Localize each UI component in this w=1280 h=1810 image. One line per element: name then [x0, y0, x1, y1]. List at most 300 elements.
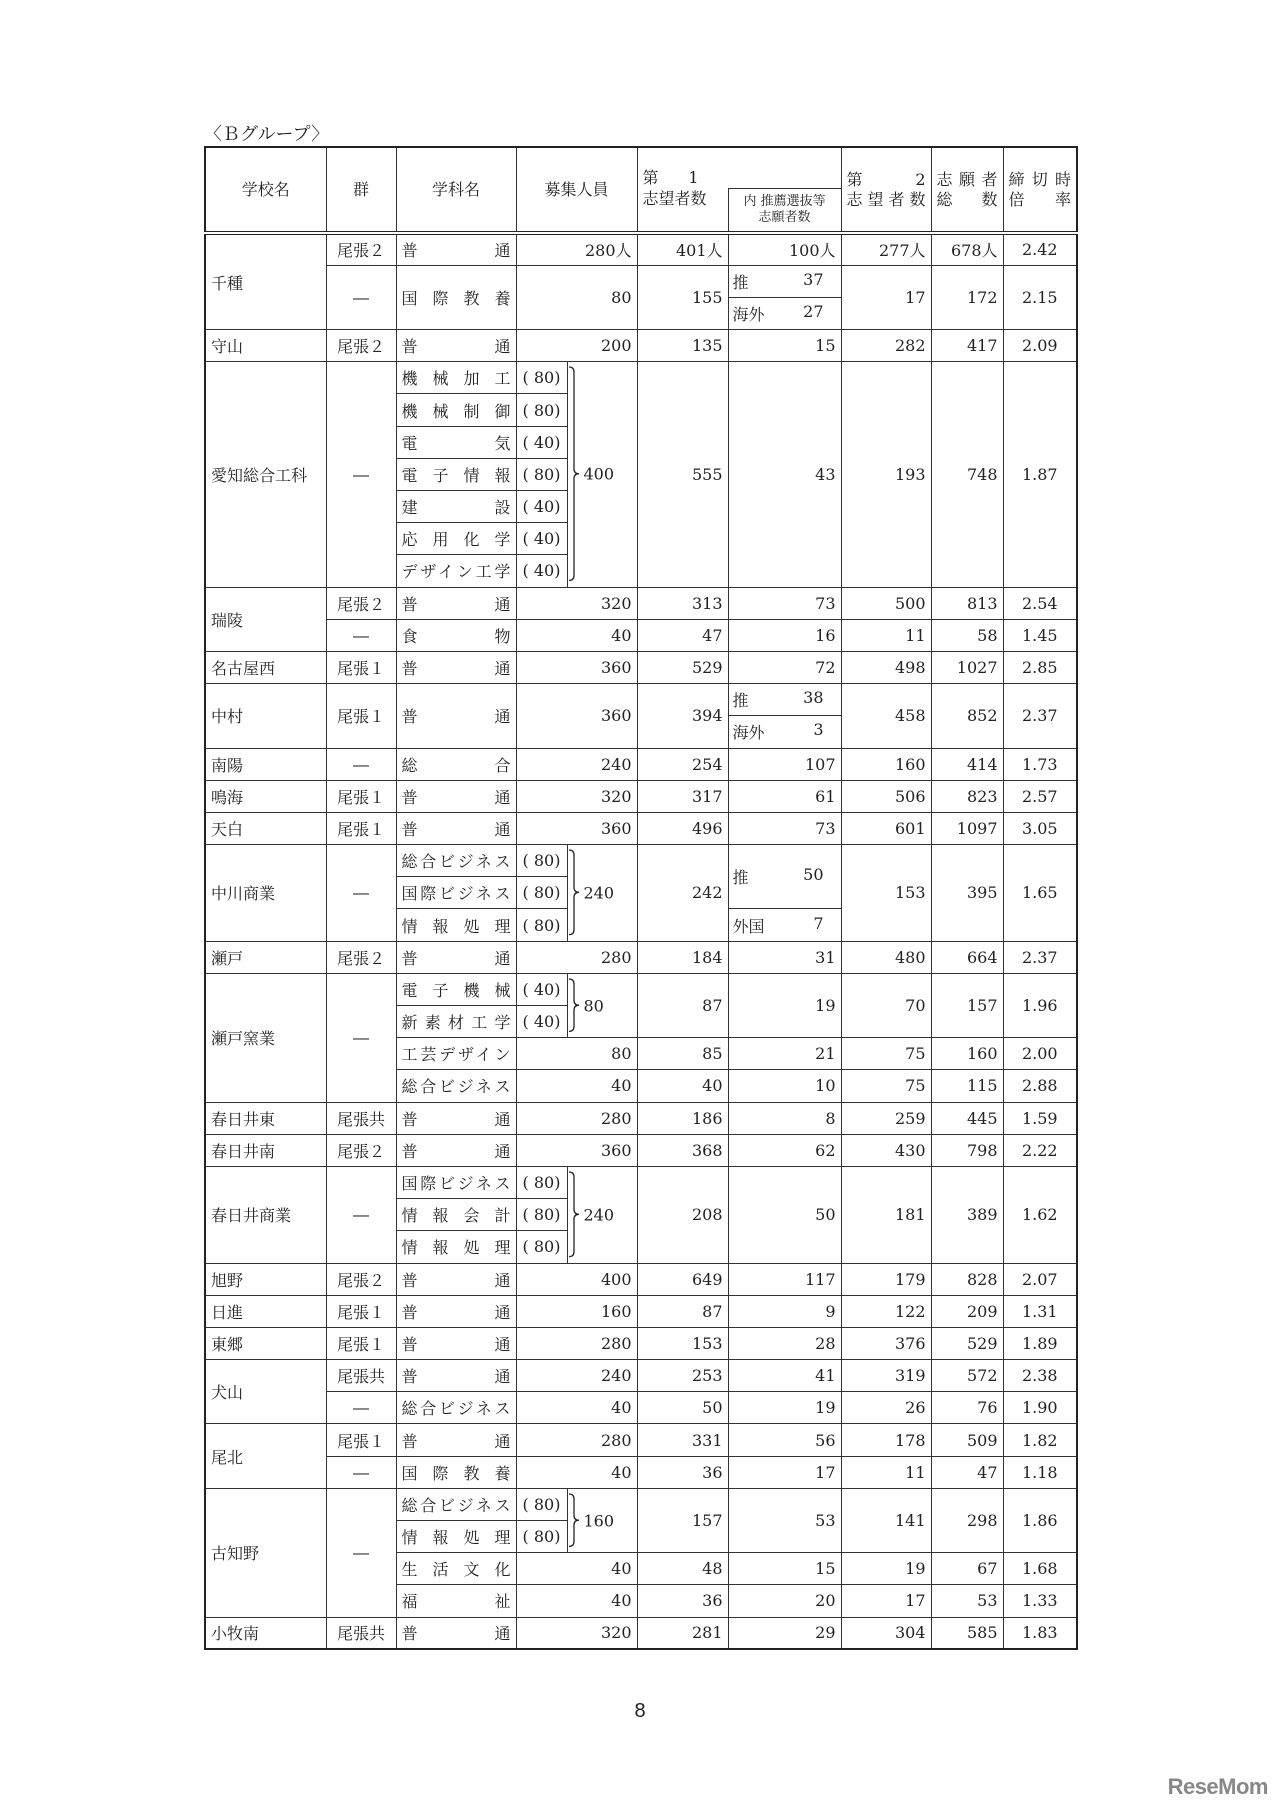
- department-cell: 普通: [396, 941, 516, 973]
- header-group: 群: [326, 147, 396, 233]
- ratio-cell: 1.65: [1003, 845, 1077, 942]
- recommended-category: 推: [732, 868, 749, 888]
- group-cell: 尾張２: [326, 941, 396, 973]
- second-choice-cell: 430: [841, 1134, 931, 1166]
- recommended-cell: 61: [728, 780, 841, 812]
- first-choice-cell: 48: [637, 1553, 728, 1585]
- department-cell: 国際ビジネス: [396, 877, 516, 909]
- recommended-cell: [728, 684, 841, 716]
- second-choice-cell: 480: [841, 941, 931, 973]
- group-cell: ―: [326, 748, 396, 780]
- total-applicants-cell: 67: [931, 1553, 1003, 1585]
- recommended-cell: 9: [728, 1295, 841, 1327]
- department-cell: 工芸デザイン: [396, 1038, 516, 1070]
- total-applicants-cell: 852: [931, 684, 1003, 748]
- group-cell: 尾張共: [326, 1360, 396, 1392]
- capacity-total: 240: [583, 1205, 615, 1225]
- school-name-cell: 旭野: [205, 1263, 326, 1295]
- header-second-line2: 志望者数: [846, 189, 926, 209]
- capacity-cell: 360: [516, 684, 637, 748]
- second-choice-cell: 277人: [841, 233, 931, 265]
- recommended-split: [733, 720, 836, 743]
- total-applicants-cell: 389: [931, 1166, 1003, 1263]
- recommended-count: 7: [813, 913, 824, 933]
- department-cell: 総合: [396, 748, 516, 780]
- dept-capacity-cell: ( 40): [516, 491, 567, 523]
- total-applicants-cell: 1097: [931, 812, 1003, 844]
- first-choice-cell: 87: [637, 1295, 728, 1327]
- total-applicants-cell: 678人: [931, 233, 1003, 265]
- ratio-cell: 2.07: [1003, 1263, 1077, 1295]
- recommended-cell: 41: [728, 1360, 841, 1392]
- group-cell: 尾張２: [326, 330, 396, 362]
- first-choice-cell: 254: [637, 748, 728, 780]
- department-cell: 情報処理: [396, 1521, 516, 1553]
- group-cell: 尾張１: [326, 780, 396, 812]
- capacity-cell: 280: [516, 941, 637, 973]
- recommended-cell: 17: [728, 1456, 841, 1488]
- recommended-cell: [728, 845, 841, 909]
- department-cell: 総合ビジネス: [396, 1070, 516, 1102]
- header-total-line2: 総 数: [936, 189, 998, 209]
- department-cell: 総合ビジネス: [396, 1488, 516, 1520]
- header-rec-line1: 内 推薦選抜等: [743, 194, 826, 209]
- department-cell: 普通: [396, 1134, 516, 1166]
- department-cell: 普通: [396, 780, 516, 812]
- ratio-cell: 2.37: [1003, 941, 1077, 973]
- recommended-count: 3: [813, 720, 824, 740]
- group-cell: ―: [326, 973, 396, 1102]
- department-cell: 普通: [396, 1295, 516, 1327]
- ratio-cell: 1.86: [1003, 1488, 1077, 1552]
- capacity-cell: 40: [516, 1392, 637, 1424]
- school-name-cell: 瀬戸: [205, 941, 326, 973]
- capacity-cell: 360: [516, 812, 637, 844]
- first-choice-cell: 368: [637, 1134, 728, 1166]
- ratio-cell: 2.00: [1003, 1038, 1077, 1070]
- department-cell: 普通: [396, 233, 516, 265]
- capacity-cell: 360: [516, 651, 637, 683]
- first-choice-cell: 85: [637, 1038, 728, 1070]
- second-choice-cell: 19: [841, 1553, 931, 1585]
- total-applicants-cell: 209: [931, 1295, 1003, 1327]
- total-applicants-cell: 47: [931, 1456, 1003, 1488]
- second-choice-cell: 75: [841, 1070, 931, 1102]
- department-cell: 機械制御: [396, 394, 516, 426]
- group-cell: 尾張１: [326, 1424, 396, 1456]
- header-rec-line2: 志願者数: [758, 210, 811, 225]
- dept-capacity-cell: ( 40): [516, 973, 567, 1005]
- recommended-cell: 73: [728, 812, 841, 844]
- table-row: [205, 941, 1077, 973]
- dept-capacity-cell: ( 80): [516, 458, 567, 490]
- second-choice-cell: 26: [841, 1392, 931, 1424]
- total-applicants-cell: 160: [931, 1038, 1003, 1070]
- total-applicants-cell: 445: [931, 1102, 1003, 1134]
- total-applicants-cell: 172: [931, 265, 1003, 329]
- table-row: [205, 651, 1077, 683]
- table-row: [205, 362, 1077, 394]
- department-cell: 普通: [396, 587, 516, 619]
- group-cell: 尾張１: [326, 684, 396, 748]
- first-choice-cell: 36: [637, 1456, 728, 1488]
- capacity-cell: 280: [516, 1102, 637, 1134]
- dept-capacity-cell: ( 40): [516, 426, 567, 458]
- recommended-cell: 10: [728, 1070, 841, 1102]
- second-choice-cell: 259: [841, 1102, 931, 1134]
- header-ratio: [1003, 147, 1077, 233]
- table-row: [205, 684, 1077, 716]
- recommended-cell: 15: [728, 1553, 841, 1585]
- group-cell: ―: [326, 1166, 396, 1263]
- recommended-cell: 73: [728, 587, 841, 619]
- second-choice-cell: 17: [841, 1585, 931, 1617]
- department-cell: 総合ビジネス: [396, 1392, 516, 1424]
- department-cell: 普通: [396, 1102, 516, 1134]
- recommended-cell: 62: [728, 1134, 841, 1166]
- total-applicants-cell: 813: [931, 587, 1003, 619]
- first-choice-cell: 155: [637, 265, 728, 329]
- recommended-cell: 19: [728, 1392, 841, 1424]
- first-choice-cell: 184: [637, 941, 728, 973]
- section-title: 〈Ｂグループ〉: [204, 124, 330, 145]
- capacity-total: 160: [583, 1511, 615, 1530]
- second-choice-cell: 601: [841, 812, 931, 844]
- recommended-cell: 28: [728, 1327, 841, 1359]
- group-cell: 尾張２: [326, 1263, 396, 1295]
- school-name-cell: 名古屋西: [205, 651, 326, 683]
- group-cell: ―: [326, 1488, 396, 1617]
- first-choice-cell: 394: [637, 684, 728, 748]
- second-choice-cell: 160: [841, 748, 931, 780]
- table-row: [205, 1424, 1077, 1456]
- table-row: [205, 845, 1077, 877]
- header-second-choice: [841, 147, 931, 233]
- department-cell: 電気: [396, 426, 516, 458]
- capacity-cell: 280: [516, 1327, 637, 1359]
- recommended-category: 外国: [732, 916, 765, 936]
- dept-capacity-cell: ( 40): [516, 555, 567, 587]
- table-row: [205, 1327, 1077, 1359]
- header-total: [931, 147, 1003, 233]
- dept-capacity-cell: ( 80): [516, 1199, 567, 1231]
- second-choice-cell: 178: [841, 1424, 931, 1456]
- ratio-cell: 1.87: [1003, 362, 1077, 587]
- total-applicants-cell: 798: [931, 1134, 1003, 1166]
- school-name-cell: 守山: [205, 330, 326, 362]
- ratio-cell: 1.45: [1003, 619, 1077, 651]
- first-choice-cell: 529: [637, 651, 728, 683]
- recommended-cell: 100人: [728, 233, 841, 265]
- school-name-cell: 東郷: [205, 1327, 326, 1359]
- school-name-cell: 瑞陵: [205, 587, 326, 651]
- capacity-cell: 320: [516, 780, 637, 812]
- dept-capacity-cell: ( 80): [516, 362, 567, 394]
- capacity-cell: 320: [516, 1617, 637, 1649]
- header-dept: 学科名: [396, 147, 516, 233]
- group-cell: 尾張１: [326, 1327, 396, 1359]
- total-applicants-cell: 76: [931, 1392, 1003, 1424]
- department-cell: 電子機械: [396, 973, 516, 1005]
- total-applicants-cell: 529: [931, 1327, 1003, 1359]
- table-row: [205, 748, 1077, 780]
- table-row: [205, 1166, 1077, 1198]
- second-choice-cell: 304: [841, 1617, 931, 1649]
- recommended-category: 推: [732, 272, 749, 292]
- department-cell: 普通: [396, 1263, 516, 1295]
- school-name-cell: 天白: [205, 812, 326, 844]
- first-choice-cell: 555: [637, 362, 728, 587]
- school-name-cell: 春日井東: [205, 1102, 326, 1134]
- recommended-cell: 56: [728, 1424, 841, 1456]
- dept-capacity-cell: ( 40): [516, 523, 567, 555]
- table-row: [205, 1392, 1077, 1424]
- ratio-cell: 1.89: [1003, 1327, 1077, 1359]
- header-capacity: 募集人員: [516, 147, 637, 233]
- second-choice-cell: 141: [841, 1488, 931, 1552]
- recommended-cell: 53: [728, 1488, 841, 1552]
- total-applicants-cell: 509: [931, 1424, 1003, 1456]
- first-choice-cell: 313: [637, 587, 728, 619]
- group-cell: 尾張１: [326, 812, 396, 844]
- second-choice-cell: 506: [841, 780, 931, 812]
- ratio-cell: 1.18: [1003, 1456, 1077, 1488]
- brace-icon: [568, 1171, 580, 1258]
- ratio-cell: 1.62: [1003, 1166, 1077, 1263]
- ratio-cell: 1.82: [1003, 1424, 1077, 1456]
- total-applicants-cell: 572: [931, 1360, 1003, 1392]
- first-choice-cell: 157: [637, 1488, 728, 1552]
- second-choice-cell: 11: [841, 619, 931, 651]
- ratio-cell: 1.68: [1003, 1553, 1077, 1585]
- capacity-cell: 240: [516, 1360, 637, 1392]
- table-row: [205, 812, 1077, 844]
- dept-capacity-cell: ( 80): [516, 877, 567, 909]
- second-choice-cell: 181: [841, 1166, 931, 1263]
- school-name-cell: 千種: [205, 233, 326, 330]
- table-row: [205, 1617, 1077, 1649]
- capacity-cell: 400: [516, 1263, 637, 1295]
- school-name-cell: 古知野: [205, 1488, 326, 1617]
- department-cell: 普通: [396, 1424, 516, 1456]
- recommended-cell: 50: [728, 1166, 841, 1263]
- total-applicants-cell: 664: [931, 941, 1003, 973]
- school-name-cell: 日進: [205, 1295, 326, 1327]
- applicant-table: [204, 146, 1078, 1650]
- recommended-count: 27: [803, 301, 824, 321]
- group-cell: 尾張２: [326, 1134, 396, 1166]
- capacity-cell: 40: [516, 1070, 637, 1102]
- dept-capacity-cell: ( 80): [516, 394, 567, 426]
- recommended-cell: 72: [728, 651, 841, 683]
- department-cell: 機械加工: [396, 362, 516, 394]
- total-applicants-cell: 58: [931, 619, 1003, 651]
- first-choice-cell: 496: [637, 812, 728, 844]
- school-name-cell: 中村: [205, 684, 326, 748]
- header-ratio-line2: 倍 率: [1008, 189, 1072, 209]
- first-choice-cell: 401人: [637, 233, 728, 265]
- ratio-cell: 1.96: [1003, 973, 1077, 1037]
- capacity-cell: 80: [516, 265, 637, 329]
- second-choice-cell: 153: [841, 845, 931, 942]
- department-cell: 普通: [396, 1360, 516, 1392]
- capacity-cell: 160: [516, 1295, 637, 1327]
- ratio-cell: 2.42: [1003, 233, 1077, 265]
- watermark-logo: ReseMom: [1167, 1774, 1268, 1799]
- first-choice-cell: 87: [637, 973, 728, 1037]
- ratio-cell: 1.59: [1003, 1102, 1077, 1134]
- second-choice-cell: 17: [841, 265, 931, 329]
- recommended-cell: [728, 716, 841, 748]
- ratio-cell: 1.31: [1003, 1295, 1077, 1327]
- recommended-cell: 16: [728, 619, 841, 651]
- group-cell: ―: [326, 265, 396, 329]
- header-recommendation: [728, 189, 841, 234]
- group-cell: ―: [326, 619, 396, 651]
- department-cell: 福祉: [396, 1585, 516, 1617]
- recommended-split: [733, 302, 836, 325]
- total-applicants-cell: 53: [931, 1585, 1003, 1617]
- second-choice-cell: 75: [841, 1038, 931, 1070]
- department-cell: 普通: [396, 330, 516, 362]
- first-choice-cell: 649: [637, 1263, 728, 1295]
- second-choice-cell: 458: [841, 684, 931, 748]
- capacity-cell: [567, 845, 637, 942]
- capacity-cell: 360: [516, 1134, 637, 1166]
- ratio-cell: 2.57: [1003, 780, 1077, 812]
- recommended-cell: 20: [728, 1585, 841, 1617]
- school-name-cell: 犬山: [205, 1360, 326, 1424]
- brace-icon: [568, 849, 580, 936]
- school-name-cell: 南陽: [205, 748, 326, 780]
- total-applicants-cell: 298: [931, 1488, 1003, 1552]
- recommended-category: 海外: [732, 723, 765, 743]
- recommended-cell: 15: [728, 330, 841, 362]
- table-row: [205, 1360, 1077, 1392]
- department-cell: 建設: [396, 491, 516, 523]
- ratio-cell: 1.83: [1003, 1617, 1077, 1649]
- capacity-cell: 40: [516, 619, 637, 651]
- total-applicants-cell: 414: [931, 748, 1003, 780]
- capacity-cell: 200: [516, 330, 637, 362]
- recommended-split: [733, 865, 836, 888]
- capacity-cell: 40: [516, 1585, 637, 1617]
- table-row: [205, 330, 1077, 362]
- recommended-split: [733, 270, 836, 293]
- first-choice-cell: 50: [637, 1392, 728, 1424]
- group-cell: 尾張１: [326, 1295, 396, 1327]
- capacity-total: 240: [583, 883, 615, 903]
- capacity-cell: [567, 973, 637, 1037]
- group-cell: ―: [326, 1456, 396, 1488]
- department-cell: 普通: [396, 1617, 516, 1649]
- first-choice-cell: 135: [637, 330, 728, 362]
- recommended-split: [733, 688, 836, 711]
- department-cell: 食物: [396, 619, 516, 651]
- table-row: [205, 1295, 1077, 1327]
- second-choice-cell: 122: [841, 1295, 931, 1327]
- capacity-cell: 40: [516, 1456, 637, 1488]
- ratio-cell: 2.88: [1003, 1070, 1077, 1102]
- header-first-line1: 第 1: [642, 168, 699, 187]
- department-cell: 国際ビジネス: [396, 1166, 516, 1198]
- recommended-cell: 117: [728, 1263, 841, 1295]
- school-name-cell: 瀬戸窯業: [205, 973, 326, 1102]
- capacity-cell: [567, 1488, 637, 1552]
- ratio-cell: 2.09: [1003, 330, 1077, 362]
- group-cell: ―: [326, 362, 396, 587]
- ratio-cell: 2.37: [1003, 684, 1077, 748]
- recommended-cell: [728, 297, 841, 329]
- brace-icon: [568, 978, 580, 1032]
- capacity-cell: 280人: [516, 233, 637, 265]
- table-row: [205, 973, 1077, 1005]
- second-choice-cell: 500: [841, 587, 931, 619]
- brace-icon: [568, 1493, 580, 1547]
- table-row: [205, 587, 1077, 619]
- recommended-cell: 107: [728, 748, 841, 780]
- department-cell: デザイン工学: [396, 555, 516, 587]
- recommended-cell: 19: [728, 973, 841, 1037]
- second-choice-cell: 282: [841, 330, 931, 362]
- ratio-cell: 3.05: [1003, 812, 1077, 844]
- recommended-count: 38: [803, 688, 824, 708]
- total-applicants-cell: 157: [931, 973, 1003, 1037]
- group-cell: 尾張２: [326, 233, 396, 265]
- total-applicants-cell: 1027: [931, 651, 1003, 683]
- brace-icon: [568, 366, 580, 581]
- capacity-cell: [567, 1166, 637, 1263]
- second-choice-cell: 193: [841, 362, 931, 587]
- ratio-cell: 1.90: [1003, 1392, 1077, 1424]
- capacity-cell: 80: [516, 1038, 637, 1070]
- page-number: 8: [634, 1700, 646, 1722]
- department-cell: 情報処理: [396, 909, 516, 941]
- ratio-cell: 2.38: [1003, 1360, 1077, 1392]
- total-applicants-cell: 417: [931, 330, 1003, 362]
- table-row: [205, 1134, 1077, 1166]
- department-cell: 普通: [396, 684, 516, 748]
- department-cell: 電子情報: [396, 458, 516, 490]
- ratio-cell: 1.73: [1003, 748, 1077, 780]
- department-cell: 新素材工学: [396, 1006, 516, 1038]
- capacity-cell: 240: [516, 748, 637, 780]
- group-cell: 尾張１: [326, 651, 396, 683]
- header-total-line1: 志願者: [936, 169, 998, 189]
- first-choice-cell: 331: [637, 1424, 728, 1456]
- total-applicants-cell: 828: [931, 1263, 1003, 1295]
- dept-capacity-cell: ( 80): [516, 1521, 567, 1553]
- school-name-cell: 小牧南: [205, 1617, 326, 1649]
- first-choice-cell: 40: [637, 1070, 728, 1102]
- dept-capacity-cell: ( 80): [516, 1488, 567, 1520]
- department-cell: 情報処理: [396, 1231, 516, 1263]
- first-choice-cell: 47: [637, 619, 728, 651]
- table-row: [205, 1102, 1077, 1134]
- recommended-cell: [728, 909, 841, 941]
- recommended-count: 50: [803, 865, 824, 885]
- recommended-split: [733, 914, 836, 937]
- table-row: [205, 265, 1077, 297]
- dept-capacity-cell: ( 80): [516, 1231, 567, 1263]
- capacity-cell: [567, 362, 637, 587]
- second-choice-cell: 319: [841, 1360, 931, 1392]
- ratio-cell: 2.54: [1003, 587, 1077, 619]
- table-body: [205, 233, 1077, 1649]
- table-row: [205, 233, 1077, 265]
- ratio-cell: 2.22: [1003, 1134, 1077, 1166]
- recommended-cell: 8: [728, 1102, 841, 1134]
